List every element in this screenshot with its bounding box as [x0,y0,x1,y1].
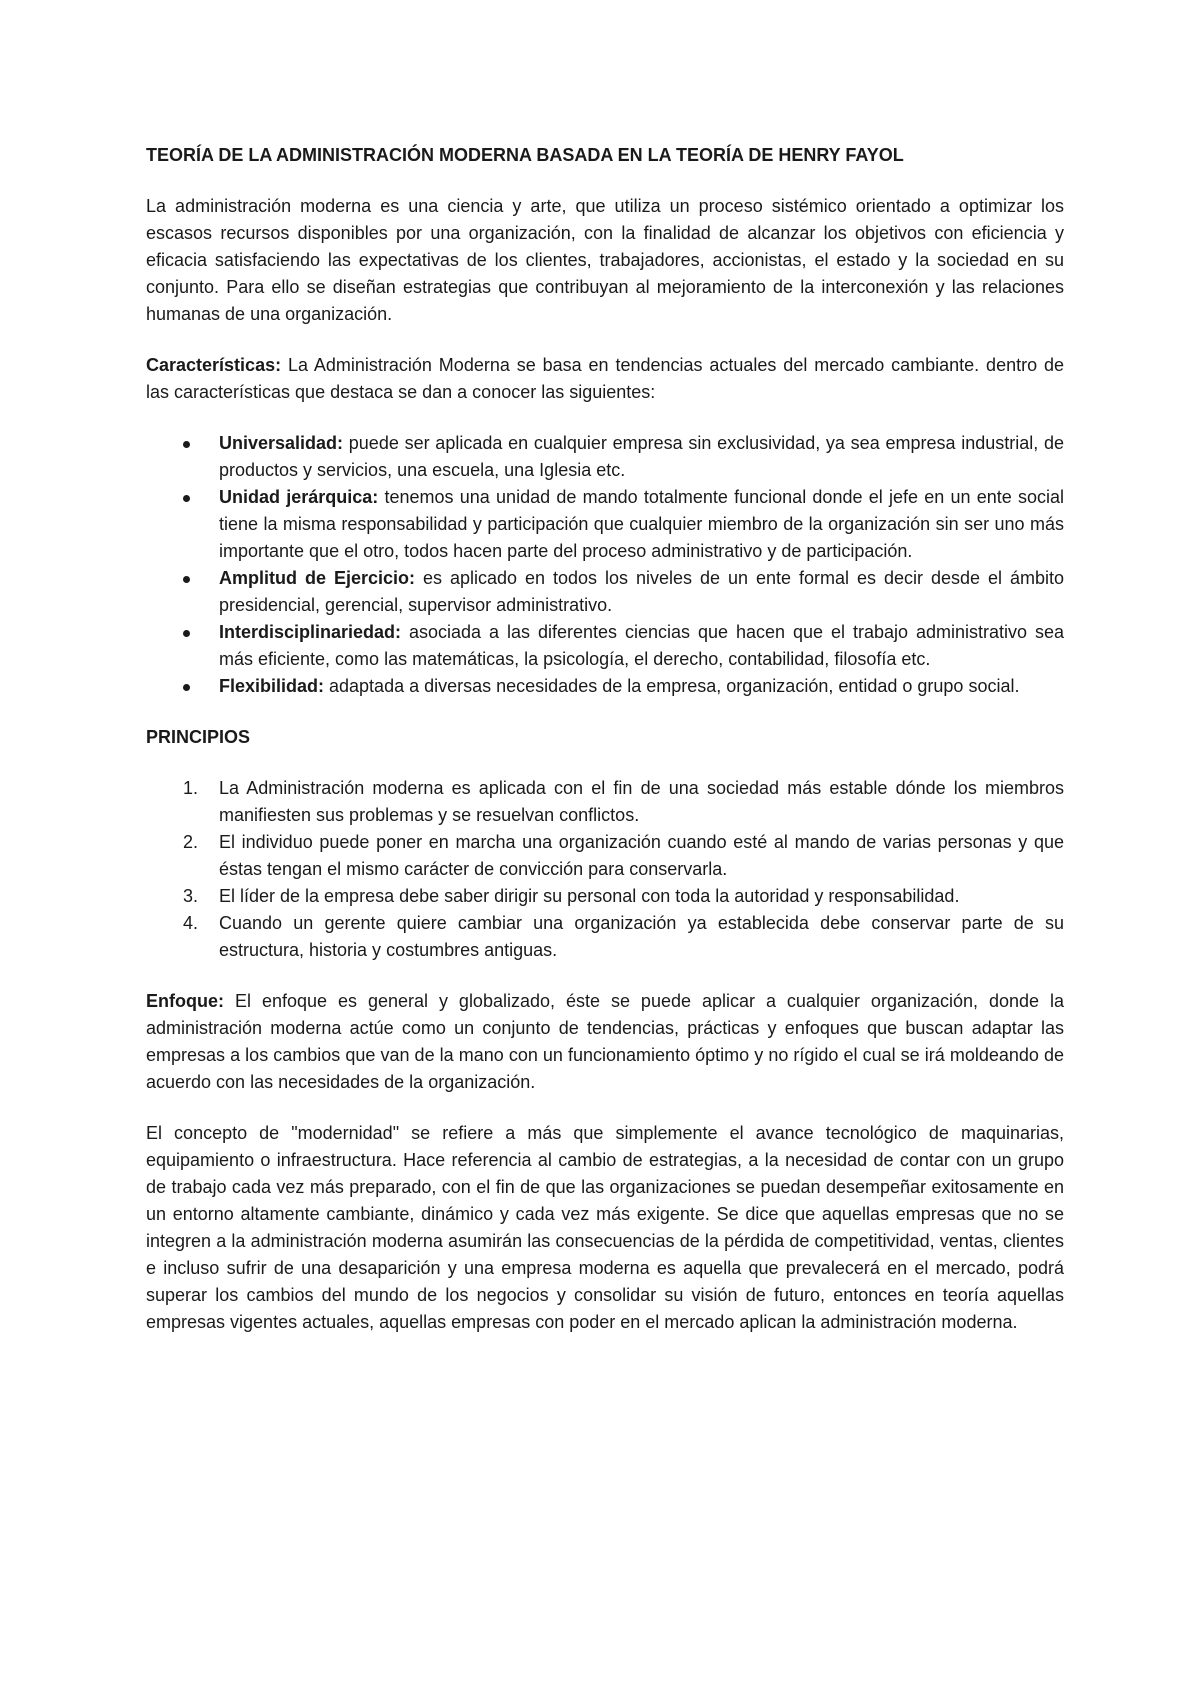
item-term: Amplitud de Ejercicio: [219,568,415,588]
bullet-icon [183,495,190,502]
item-text: asociada a las diferentes ciencias que hacen que el trabajo administrativo sea más eficiente, como las matemáticas, la psicología, el derecho, contabilidad, filosofía etc. [219,622,1064,669]
item-term: Interdisciplinariedad: [219,622,402,642]
intro-paragraph: La administración moderna es una ciencia y arte, que utiliza un proceso sistémico orientado a optimizar los escasos recursos disponibles por una organización, con la finalidad de alcanzar los objetivos con eficiencia y eficacia satisfaciendo las expectativas de los clientes, trabajadores, accionistas, el estado y la sociedad en su conjunto. Para ello se diseñan estrategias que contribuyan al mejoramiento de la interconexión y las relaciones humanas de una organización. [146,196,1064,324]
caracteristicas-label: Características: [146,355,282,375]
list-item [146,673,1064,700]
enfoque-label: Enfoque: [146,991,224,1011]
list-item [146,430,1064,484]
item-text: Cuando un gerente quiere cambiar una organización ya establecida debe conservar parte de su estructura, historia y costumbres antiguas. [219,913,1064,960]
caracteristicas-text: La Administración Moderna se basa en tendencias actuales del mercado cambiante. dentro de las características que destaca se dan a conocer las siguientes: [146,355,1064,402]
item-text: El líder de la empresa debe saber dirigir su personal con toda la autoridad y responsabilidad. [219,886,960,906]
bullet-icon [183,684,190,691]
bullet-icon [183,630,190,637]
list-item [146,775,1064,829]
list-item [146,619,1064,673]
item-text: La Administración moderna es aplicada con el fin de una sociedad más estable dónde los miembros manifiesten sus problemas y se resuelvan conflictos. [219,778,1064,825]
modernidad-paragraph: El concepto de "modernidad" se refiere a más que simplemente el avance tecnológico de maquinarias, equipamiento o infraestructura. Hace referencia al cambio de estrategias, a la necesidad de contar con un grupo de trabajo cada vez más preparado, con el fin de que las organizaciones se puedan desempeñar exitosamente en un entorno altamente cambiante, dinámico y cada vez más exigente. Se dice que aquellas empresas que no se integren a la administración moderna asumirán las consecuencias de la pérdida de competitividad, ventas, clientes e incluso sufrir de una desaparición y una empresa moderna es aquella que prevalecerá en el mercado, podrá superar los cambios del mundo de los negocios y consolidar su visión de futuro, entonces en teoría aquellas empresas vigentes actuales, aquellas empresas con poder en el mercado aplican la administración moderna. [146,1123,1064,1332]
document-body [146,142,1064,1360]
bullet-icon [183,576,190,583]
item-term: Unidad jerárquica: [219,487,379,507]
item-number: 3. [183,886,199,906]
enfoque-text: El enfoque es general y globalizado, éste se puede aplicar a cualquier organización, donde la administración moderna actúe como un conjunto de tendencias, prácticas y enfoques que buscan adaptar las empresas a los cambios que van de la mano con un funcionamiento óptimo y no rígido el cual se irá moldeando de acuerdo con las necesidades de la organización. [146,991,1064,1092]
list-item [146,829,1064,883]
principios-heading: PRINCIPIOS [146,727,251,747]
bullet-icon [183,441,190,448]
document-title: TEORÍA DE LA ADMINISTRACIÓN MODERNA BASADA EN LA TEORÍA DE HENRY FAYOL [146,145,904,165]
item-number: 2. [183,832,199,852]
item-number: 1. [183,778,199,798]
item-text: adaptada a diversas necesidades de la empresa, organización, entidad o grupo social. [324,676,1020,696]
item-text: El individuo puede poner en marcha una organización cuando esté al mando de varias personas y que éstas tengan el mismo carácter de convicción para conservarla. [219,832,1064,879]
item-number: 4. [183,913,199,933]
item-text: es aplicado en todos los niveles de un ente formal es decir desde el ámbito presidencial, gerencial, supervisor administrativo. [219,568,1064,615]
list-item [146,883,1064,910]
list-item [146,910,1064,964]
list-item [146,484,1064,565]
principios-list [146,775,1064,964]
item-text: puede ser aplicada en cualquier empresa sin exclusividad, ya sea empresa industrial, de productos y servicios, una escuela, una Iglesia etc. [219,433,1064,480]
enfoque-paragraph [146,988,1064,1096]
item-term: Flexibilidad: [219,676,325,696]
caracteristicas-paragraph [146,352,1064,406]
caracteristicas-list [146,430,1064,700]
item-term: Universalidad: [219,433,344,453]
item-text: tenemos una unidad de mando totalmente funcional donde el jefe en un ente social tiene la misma responsabilidad y participación que cualquier miembro de la organización sin ser uno más importante que el otro, todos hacen parte del proceso administrativo y de participación. [219,487,1064,561]
list-item [146,565,1064,619]
